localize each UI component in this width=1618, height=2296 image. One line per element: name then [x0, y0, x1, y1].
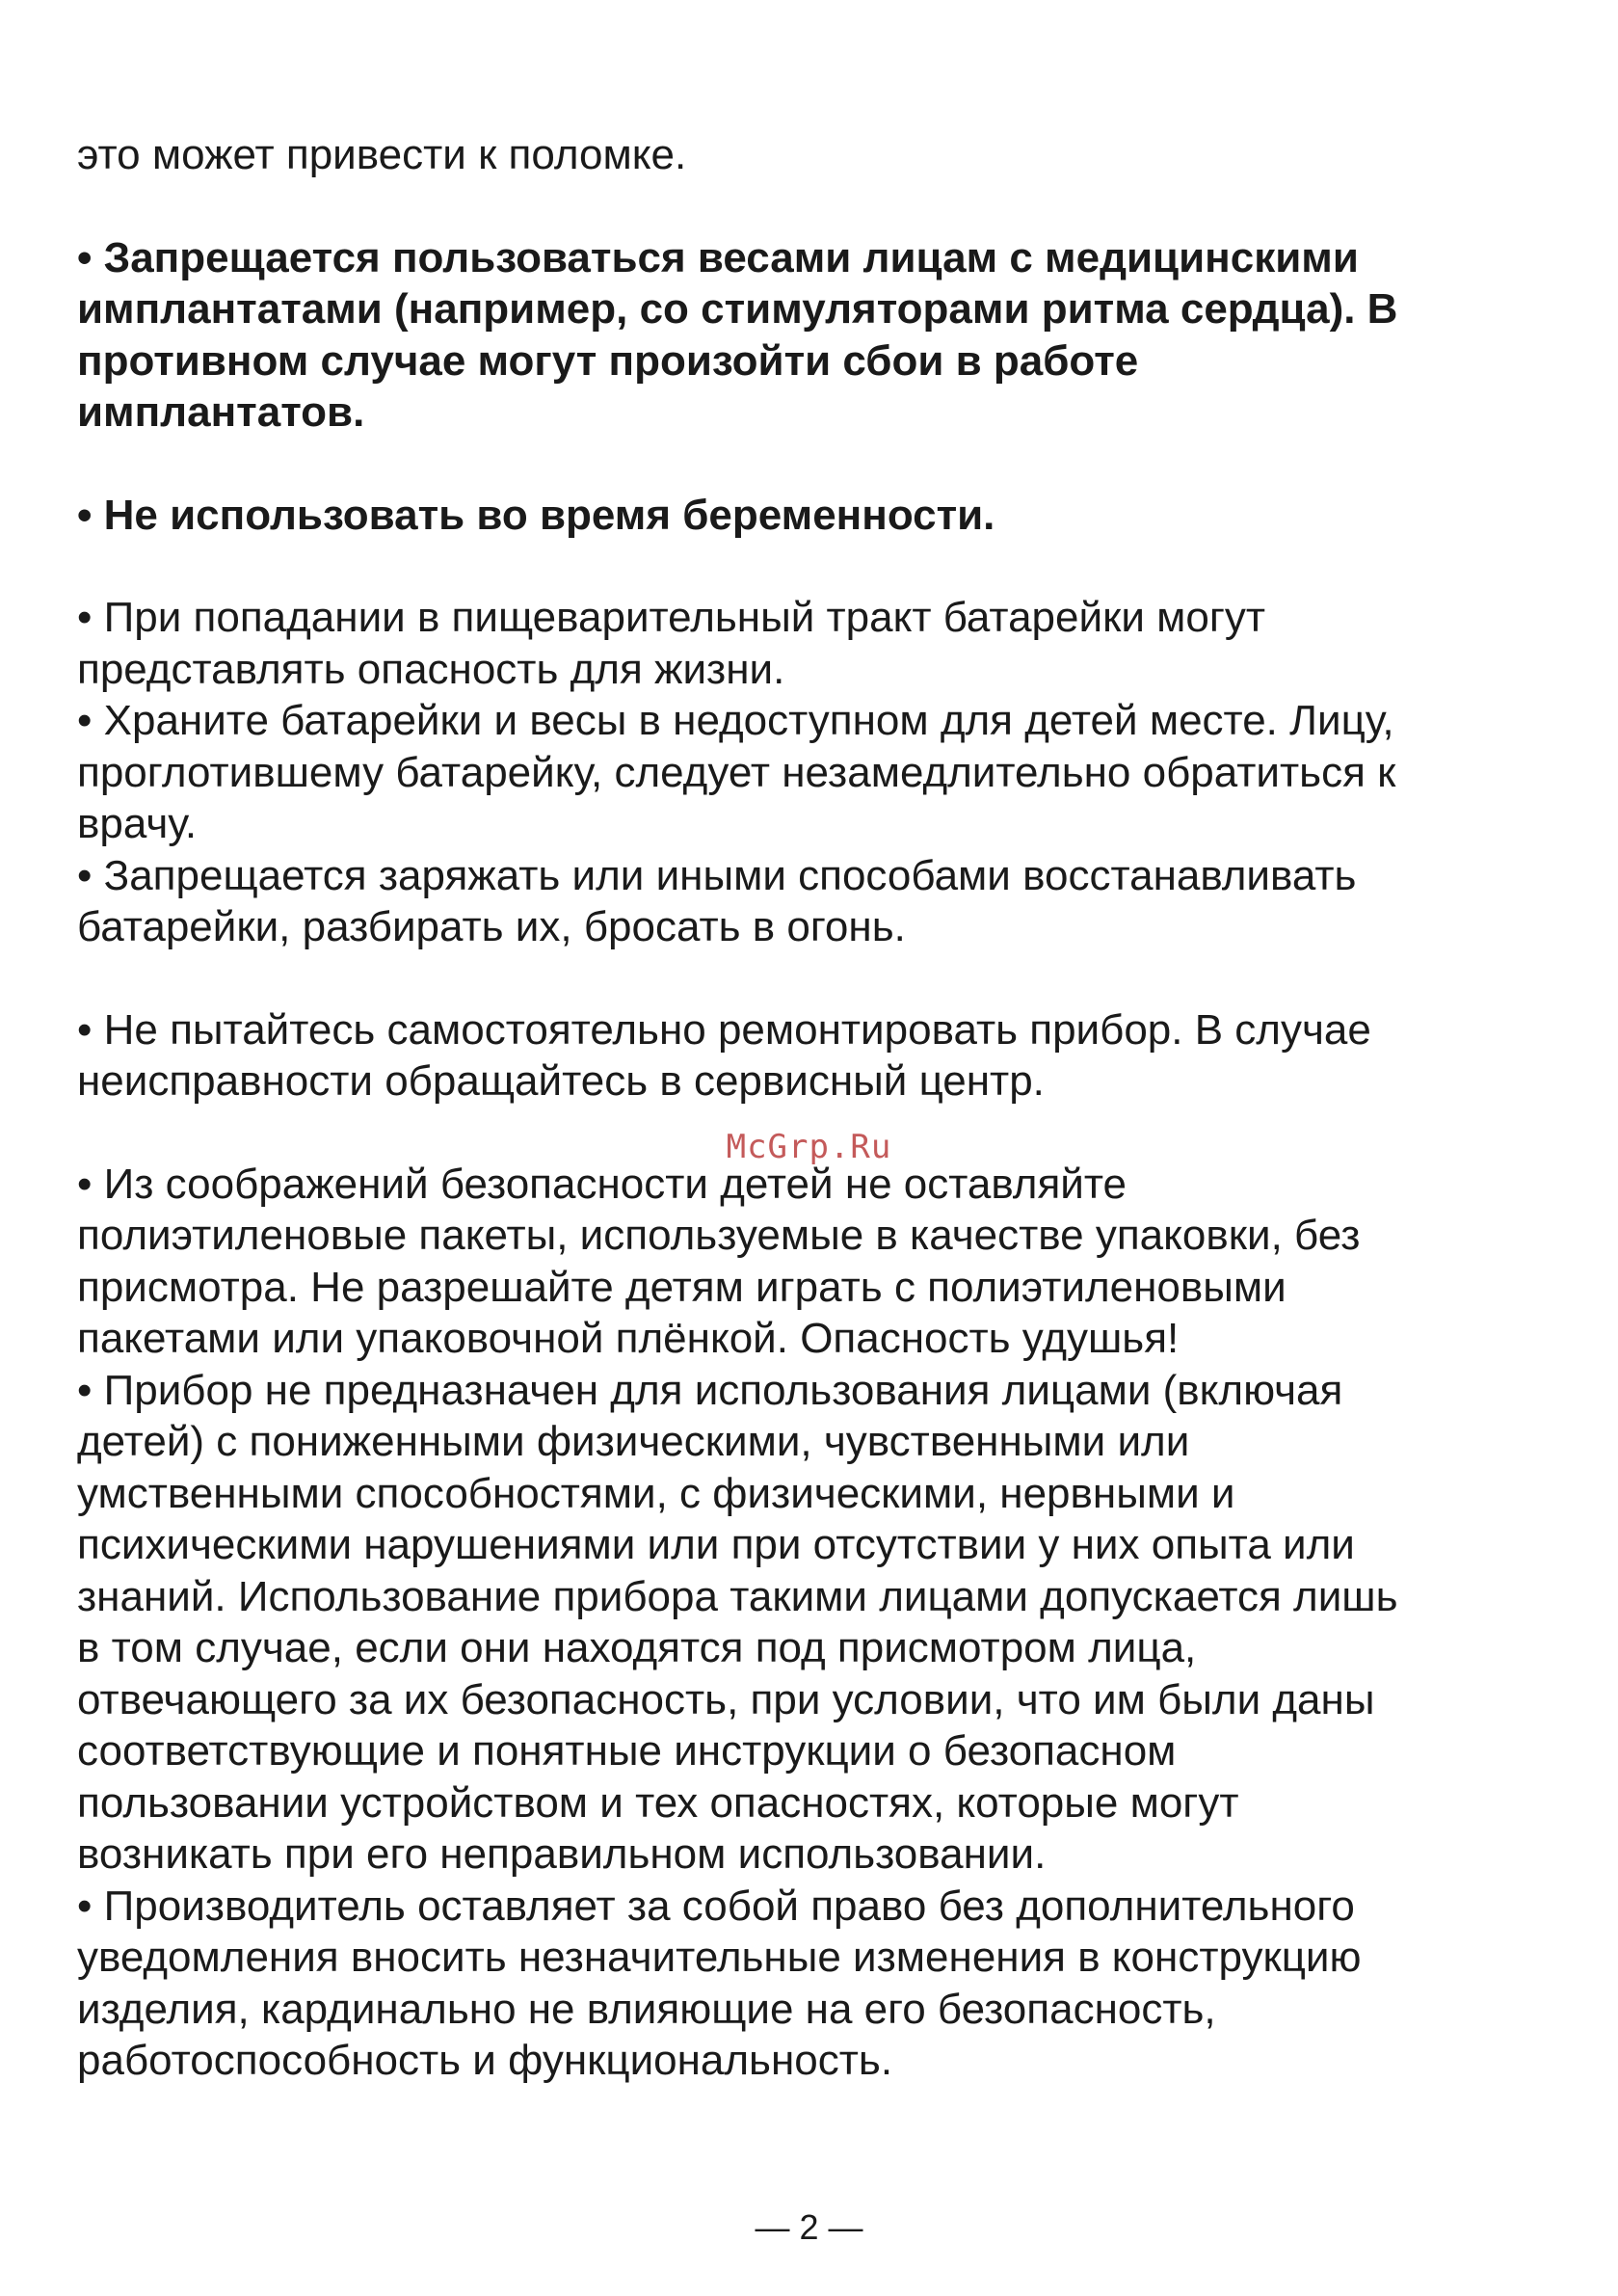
text-line: детей) с пониженными физическими, чувственными или — [77, 1418, 1190, 1465]
paragraph-pregnancy-warning — [77, 490, 1547, 542]
text-line: представлять опасность для жизни. — [77, 645, 785, 693]
page-number: — 2 — — [755, 2207, 863, 2247]
text-line: в том случае, если они находятся под присмотром лица, — [77, 1624, 1197, 1671]
text-line: врачу. — [77, 800, 198, 847]
text-line: соответствующие и понятные инструкции о безопасном — [77, 1727, 1177, 1775]
document-body — [77, 129, 1547, 2087]
text-line: пользовании устройством и тех опасностях, которые могут — [77, 1778, 1239, 1827]
paragraph-safety-notes — [77, 1159, 1547, 2087]
text-line: полиэтиленовые пакеты, используемые в качестве упаковки, без — [77, 1212, 1361, 1259]
text-line: • Не использовать во время беременности. — [77, 491, 995, 539]
watermark: McGrp.Ru — [726, 1128, 892, 1166]
text-line: имплантатов. — [77, 388, 365, 436]
text-line: • Прибор не предназначен для использования лицами (включая — [77, 1366, 1343, 1414]
text-line: батарейки, разбирать их, бросать в огонь. — [77, 903, 906, 950]
text-line: изделия, кардинально не влияющие на его безопасность, — [77, 1985, 1216, 2033]
text-line: • Запрещается пользоваться весами лицам с медицинскими — [77, 233, 1359, 281]
text-line: • Не пытайтесь самостоятельно ремонтировать прибор. В случае — [77, 1005, 1371, 1054]
paragraph-implants-warning — [77, 232, 1547, 439]
paragraph-battery-warnings — [77, 592, 1547, 953]
text-line: присмотра. Не разрешайте детям играть с полиэтиленовыми — [77, 1263, 1286, 1311]
paragraph-repair-warning — [77, 1004, 1547, 1108]
text-line: возникать при его неправильном использовании. — [77, 1830, 1047, 1878]
text-line: знаний. Использование прибора такими лицами допускается лишь — [77, 1572, 1398, 1620]
text-line: умственными способностями, с физическими, нервными и — [77, 1469, 1235, 1517]
text-line: пакетами или упаковочной плёнкой. Опасность удушья! — [77, 1315, 1180, 1362]
text-line: • При попадании в пищеварительный тракт батарейки могут — [77, 594, 1266, 641]
text-line: неисправности обращайтесь в сервисный центр. — [77, 1057, 1045, 1105]
text-line: уведомления вносить незначительные изменения в конструкцию — [77, 1934, 1362, 1981]
text-line: имплантатами (например, со стимуляторами ритма сердца). В — [77, 285, 1398, 333]
text-line: • Храните батарейки и весы в недоступном для детей месте. Лицу, — [77, 697, 1394, 744]
text-line: • Из соображений безопасности детей не оставляйте — [77, 1160, 1127, 1208]
text-line: проглотившему батарейку, следует незамедлительно обратиться к — [77, 748, 1396, 796]
text-line: работоспособность и функциональность. — [77, 2037, 893, 2084]
text-line: это может привести к поломке. — [77, 131, 687, 178]
text-line: психическими нарушениями или при отсутствии у них опыта или — [77, 1521, 1355, 1568]
text-line: отвечающего за их безопасность, при условии, что им были даны — [77, 1675, 1375, 1723]
text-line: • Запрещается заряжать или иными способами восстанавливать — [77, 851, 1357, 899]
text-line: • Производитель оставляет за собой право без дополнительного — [77, 1882, 1355, 1930]
paragraph-breakage-note — [77, 129, 1547, 181]
text-line: противном случае могут произойти сбои в работе — [77, 336, 1139, 385]
